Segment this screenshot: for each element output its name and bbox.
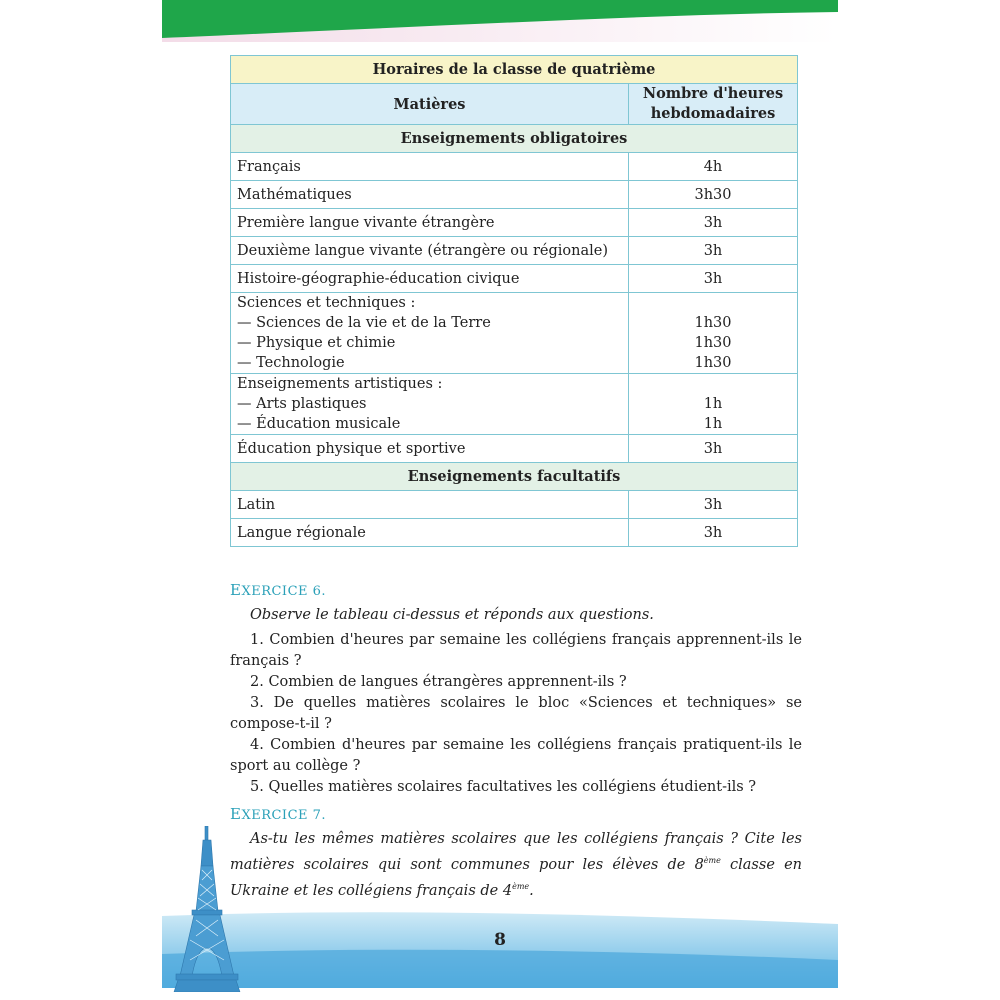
hours-cell: 3h — [629, 491, 798, 519]
subject-cell: Éducation physique et sportive — [231, 435, 629, 463]
subject-sub-item: — Physique et chimie — [237, 335, 396, 351]
table-row — [231, 519, 798, 547]
exercises-section — [230, 580, 802, 902]
subject-group-label: Enseignements artistiques : — [237, 376, 443, 392]
hours-sub-item: 1h30 — [694, 335, 732, 351]
column-header-hours — [629, 84, 798, 125]
hours-sub-item: 1h — [703, 416, 723, 432]
hours-sub-item: 1h — [703, 396, 723, 412]
question-item: 5. Quelles matières scolaires facultatives les collégiens étudient-ils ? — [250, 779, 757, 795]
subject-sub-item: — Éducation musicale — [237, 416, 401, 432]
table-row — [231, 237, 798, 265]
hours-cell: 3h — [629, 435, 798, 463]
table-row — [231, 435, 798, 463]
section-required-header: Enseignements obligatoires — [231, 125, 798, 153]
section-optional-header: Enseignements facultatifs — [231, 463, 798, 491]
hours-cell: 3h — [629, 237, 798, 265]
hours-cell: 3h — [629, 209, 798, 237]
exercise-6-instruction: Observe le tableau ci-dessus et réponds aux questions. — [250, 607, 654, 623]
subject-cell: Mathématiques — [231, 181, 629, 209]
table-row — [231, 293, 798, 374]
question-item: 4. Combien d'heures par semaine les collégiens français pratiquent-ils le sport au collège ? — [230, 737, 802, 774]
question-item: 2. Combien de langues étrangères apprennent-ils ? — [250, 674, 627, 690]
hours-cell: 3h30 — [629, 181, 798, 209]
hours-cell: 3h — [629, 519, 798, 547]
hours-cell — [629, 293, 798, 374]
exercise-6-title: EXERCICE 6. — [230, 581, 327, 599]
subject-cell: Deuxième langue vivante (étrangère ou régionale) — [231, 237, 629, 265]
subject-cell: Latin — [231, 491, 629, 519]
column-header-hours-line1: Nombre d'heures — [642, 85, 784, 102]
column-header-subject: Matières — [231, 84, 629, 125]
table-row — [231, 265, 798, 293]
table-row — [231, 374, 798, 435]
subject-cell: Première langue vivante étrangère — [231, 209, 629, 237]
eiffel-tower-icon — [172, 826, 242, 992]
table-row — [231, 209, 798, 237]
table-row — [231, 491, 798, 519]
table-title: Horaires de la classe de quatrième — [231, 56, 798, 84]
subject-cell: Histoire-géographie-éducation civique — [231, 265, 629, 293]
subject-sub-item: — Arts plastiques — [237, 396, 367, 412]
column-header-hours-line2: hebdomadaires — [650, 105, 776, 122]
exercise-7-title: EXERCICE 7. — [230, 805, 327, 823]
subject-cell: Français — [231, 153, 629, 181]
hours-cell — [629, 374, 798, 435]
exercise-7-instruction: As-tu les mêmes matières scolaires que les collégiens français ? Cite les matières scolaires qui sont communes pour les élèves de 8ème classe en Ukraine et les collégiens français de 4ème. — [230, 831, 802, 899]
textbook-page — [162, 0, 838, 1000]
question-item: 1. Combien d'heures par semaine les collégiens français apprennent-ils le français ? — [230, 632, 802, 669]
page-number: 8 — [494, 930, 506, 950]
hours-sub-item: 1h30 — [694, 355, 732, 371]
subject-cell — [231, 293, 629, 374]
top-decorative-band — [162, 0, 838, 42]
question-item: 3. De quelles matières scolaires le bloc «Sciences et techniques» se compose-t-il ? — [230, 695, 802, 732]
subject-sub-item: — Technologie — [237, 355, 345, 371]
hours-cell: 4h — [629, 153, 798, 181]
table-row — [231, 153, 798, 181]
hours-sub-item: 1h30 — [694, 315, 732, 331]
schedule-table — [230, 55, 798, 547]
hours-cell: 3h — [629, 265, 798, 293]
subject-cell: Langue régionale — [231, 519, 629, 547]
subject-group-label: Sciences et techniques : — [237, 295, 416, 311]
subject-sub-item: — Sciences de la vie et de la Terre — [237, 315, 491, 331]
table-row — [231, 181, 798, 209]
subject-cell — [231, 374, 629, 435]
